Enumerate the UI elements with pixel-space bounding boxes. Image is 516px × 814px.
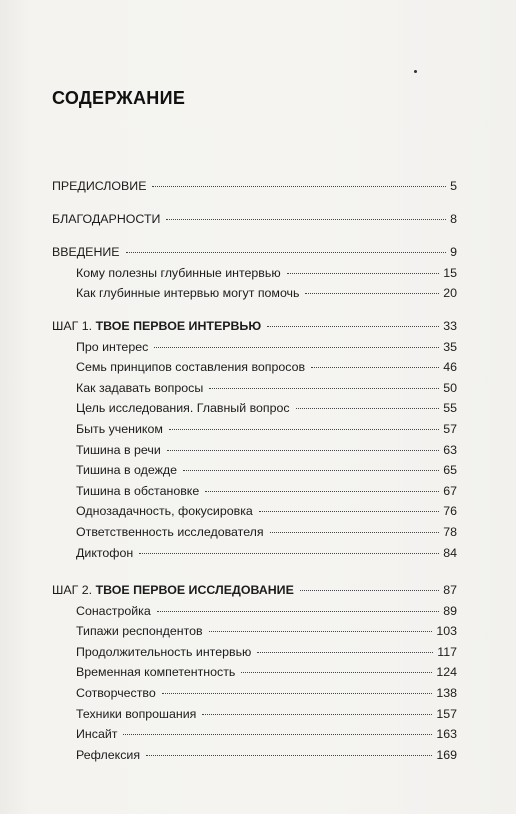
dot-leader — [267, 326, 439, 327]
table-of-contents — [52, 176, 457, 765]
dot-leader — [154, 347, 439, 348]
toc-entry-title: Техники вопрошания — [76, 706, 197, 721]
toc-entry-page: 33 — [443, 318, 457, 333]
toc-entry-page: 87 — [443, 583, 457, 598]
toc-entry-page: 163 — [436, 727, 457, 742]
toc-subentry[interactable] — [52, 601, 457, 622]
toc-entry-page: 78 — [443, 524, 457, 539]
toc-subentry[interactable] — [52, 621, 457, 642]
print-speck — [414, 70, 417, 73]
dot-leader — [123, 734, 432, 735]
dot-leader — [209, 631, 433, 632]
dot-leader — [209, 388, 439, 389]
toc-entry-title: ВВЕДЕНИЕ — [52, 245, 120, 260]
toc-subentry[interactable] — [52, 398, 457, 419]
step-number: ШАГ 2. — [52, 583, 93, 598]
toc-entry-step-2[interactable] — [52, 580, 457, 601]
toc-entry-page: 67 — [443, 483, 457, 498]
toc-entry-page: 76 — [443, 504, 457, 519]
toc-entry-acknowledgements[interactable] — [52, 209, 457, 230]
spacer — [52, 304, 457, 316]
step-name: ТВОЕ ПЕРВОЕ ИНТЕРВЬЮ — [95, 318, 262, 333]
toc-subentry[interactable] — [52, 460, 457, 481]
toc-entry-title: Цель исследования. Главный вопрос — [76, 401, 290, 416]
dot-leader — [167, 450, 439, 451]
dot-leader — [305, 293, 439, 294]
toc-entry-title: Про интерес — [76, 339, 149, 354]
toc-entry-page: 124 — [436, 665, 457, 680]
toc-entry-page: 46 — [443, 360, 457, 375]
toc-subentry[interactable] — [52, 440, 457, 461]
toc-entry-page: 63 — [443, 442, 457, 457]
toc-subentry[interactable] — [52, 704, 457, 725]
toc-entry-title: Семь принципов составления вопросов — [76, 360, 306, 375]
toc-entry-page: 89 — [443, 603, 457, 618]
toc-entry-title: Быть учеником — [76, 421, 163, 436]
dot-leader — [146, 755, 432, 756]
toc-entry-page: 35 — [443, 339, 457, 354]
toc-subentry[interactable] — [52, 283, 457, 304]
step-name: ТВОЕ ПЕРВОЕ ИССЛЕДОВАНИЕ — [95, 583, 294, 598]
toc-entry-page: 5 — [450, 179, 457, 193]
toc-entry-page: 84 — [443, 545, 457, 560]
dot-leader — [300, 590, 439, 591]
dot-leader — [169, 429, 439, 430]
toc-entry-introduction[interactable] — [52, 242, 457, 263]
toc-entry-title — [52, 580, 294, 601]
dot-leader — [152, 186, 446, 187]
dot-leader — [202, 714, 432, 715]
spacer — [52, 563, 457, 580]
toc-entry-title: Рефлексия — [76, 747, 141, 762]
toc-subentry[interactable] — [52, 263, 457, 284]
toc-entry-title: Временная компетентность — [76, 665, 236, 680]
toc-entry-title: Тишина в одежде — [76, 463, 178, 478]
toc-subentry[interactable] — [52, 662, 457, 683]
toc-subentry[interactable] — [52, 357, 457, 378]
toc-subentry[interactable] — [52, 683, 457, 704]
toc-entry-title: Ответственность исследователя — [76, 524, 264, 539]
toc-subentry[interactable] — [52, 481, 457, 502]
toc-entry-page: 103 — [436, 624, 457, 639]
dot-leader — [183, 470, 439, 471]
dot-leader — [126, 252, 447, 253]
toc-entry-title: Тишина в речи — [76, 442, 161, 457]
toc-entry-title: Продолжительность интервью — [76, 644, 252, 659]
toc-entry-title: Типажи респондентов — [76, 624, 203, 639]
toc-subentry[interactable] — [52, 543, 457, 564]
toc-entry-page: 55 — [443, 401, 457, 416]
toc-entry-page: 169 — [436, 747, 457, 762]
toc-entry-title: Сотворчество — [76, 686, 156, 701]
toc-entry-title: Однозадачность, фокусировка — [76, 504, 253, 519]
dot-leader — [296, 408, 440, 409]
dot-leader — [166, 219, 446, 220]
toc-subentry[interactable] — [52, 378, 457, 399]
toc-entry-page: 57 — [443, 421, 457, 436]
toc-entry-page: 8 — [450, 212, 457, 227]
dot-leader — [259, 511, 439, 512]
toc-entry-page: 9 — [450, 245, 457, 260]
toc-entry-title: Диктофон — [76, 545, 134, 560]
toc-entry-page: 65 — [443, 463, 457, 478]
toc-entry-page: 117 — [437, 644, 457, 659]
toc-entry-title: Кому полезны глубинные интервью — [76, 265, 281, 280]
toc-subentry[interactable] — [52, 337, 457, 358]
dot-leader — [257, 652, 433, 653]
dot-leader — [157, 611, 439, 612]
toc-entry-step-1[interactable] — [52, 316, 457, 337]
toc-subentry[interactable] — [52, 642, 457, 663]
toc-subentry[interactable] — [52, 419, 457, 440]
dot-leader — [205, 491, 439, 492]
toc-entry-page: 138 — [436, 686, 457, 701]
toc-entry-title: Тишина в обстановке — [76, 483, 200, 498]
toc-entry-preface[interactable] — [52, 176, 457, 197]
toc-entry-page: 20 — [443, 286, 457, 301]
toc-subentry[interactable] — [52, 522, 457, 543]
toc-entry-title: Как глубинные интервью могут помочь — [76, 286, 300, 301]
toc-subentry[interactable] — [52, 745, 457, 766]
dot-leader — [270, 532, 440, 533]
toc-entry-title: Сонастройка — [76, 603, 151, 618]
dot-leader — [287, 273, 440, 274]
toc-subentry[interactable] — [52, 501, 457, 522]
dot-leader — [139, 553, 439, 554]
toc-entry-title: ПРЕДИСЛОВИЕ — [52, 179, 147, 193]
page-title: СОДЕРЖАНИЕ — [52, 88, 186, 108]
toc-subentry[interactable] — [52, 724, 457, 745]
toc-entry-title: Инсайт — [76, 727, 118, 742]
toc-entry-page: 15 — [443, 265, 457, 280]
toc-entry-page: 157 — [436, 706, 457, 721]
spacer — [52, 197, 457, 210]
dot-leader — [241, 672, 432, 673]
dot-leader — [162, 693, 433, 694]
toc-entry-title: Как задавать вопросы — [76, 380, 204, 395]
toc-entry-page: 50 — [443, 380, 457, 395]
toc-entry-title — [52, 316, 261, 337]
dot-leader — [311, 367, 439, 368]
toc-entry-title: БЛАГОДАРНОСТИ — [52, 212, 161, 227]
spacer — [52, 230, 457, 243]
step-number: ШАГ 1. — [52, 318, 93, 333]
